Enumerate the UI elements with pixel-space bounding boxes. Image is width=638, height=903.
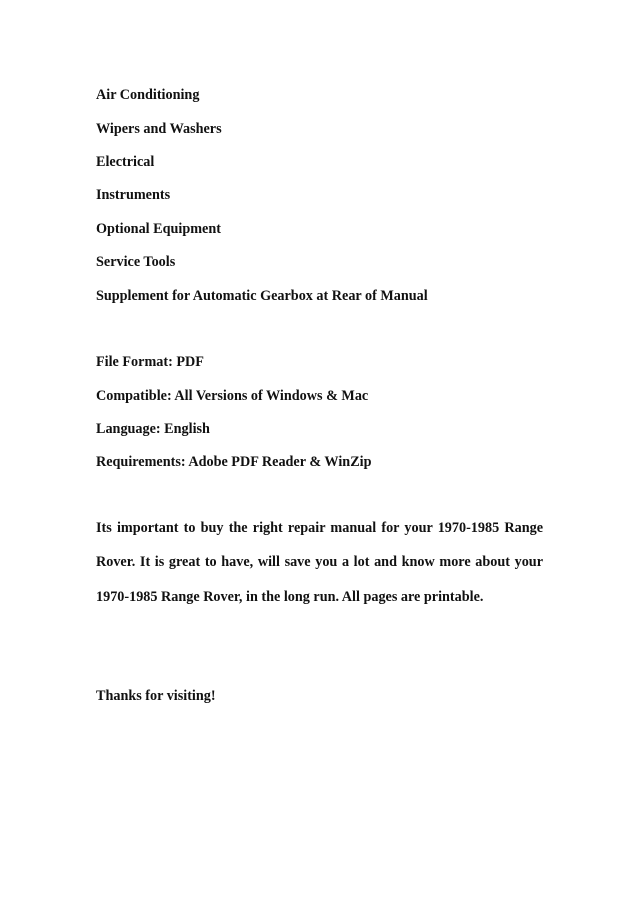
spec-compatible: Compatible: All Versions of Windows & Mac <box>96 388 369 404</box>
spec-file-format: File Format: PDF <box>96 354 204 370</box>
contents-item-air-conditioning: Air Conditioning <box>96 87 200 103</box>
contents-item-automatic-gearbox-supplement: Supplement for Automatic Gearbox at Rear of Manual <box>96 288 428 304</box>
contents-item-electrical: Electrical <box>96 154 155 170</box>
contents-item-instruments: Instruments <box>96 187 171 203</box>
description-paragraph: Its important to buy the right repair manual for your 1970-1985 Range Rover. It is great to have, will save you a lot and know more about your 1970-1985 Range Rover, in the long run. All pages are printable. <box>96 520 543 605</box>
contents-item-service-tools: Service Tools <box>96 254 176 270</box>
spec-requirements: Requirements: Adobe PDF Reader & WinZip <box>96 454 372 470</box>
spec-language: Language: English <box>96 421 210 437</box>
contents-item-optional-equipment: Optional Equipment <box>96 221 221 237</box>
contents-item-wipers-and-washers: Wipers and Washers <box>96 121 222 137</box>
closing-text: Thanks for visiting! <box>96 688 216 704</box>
